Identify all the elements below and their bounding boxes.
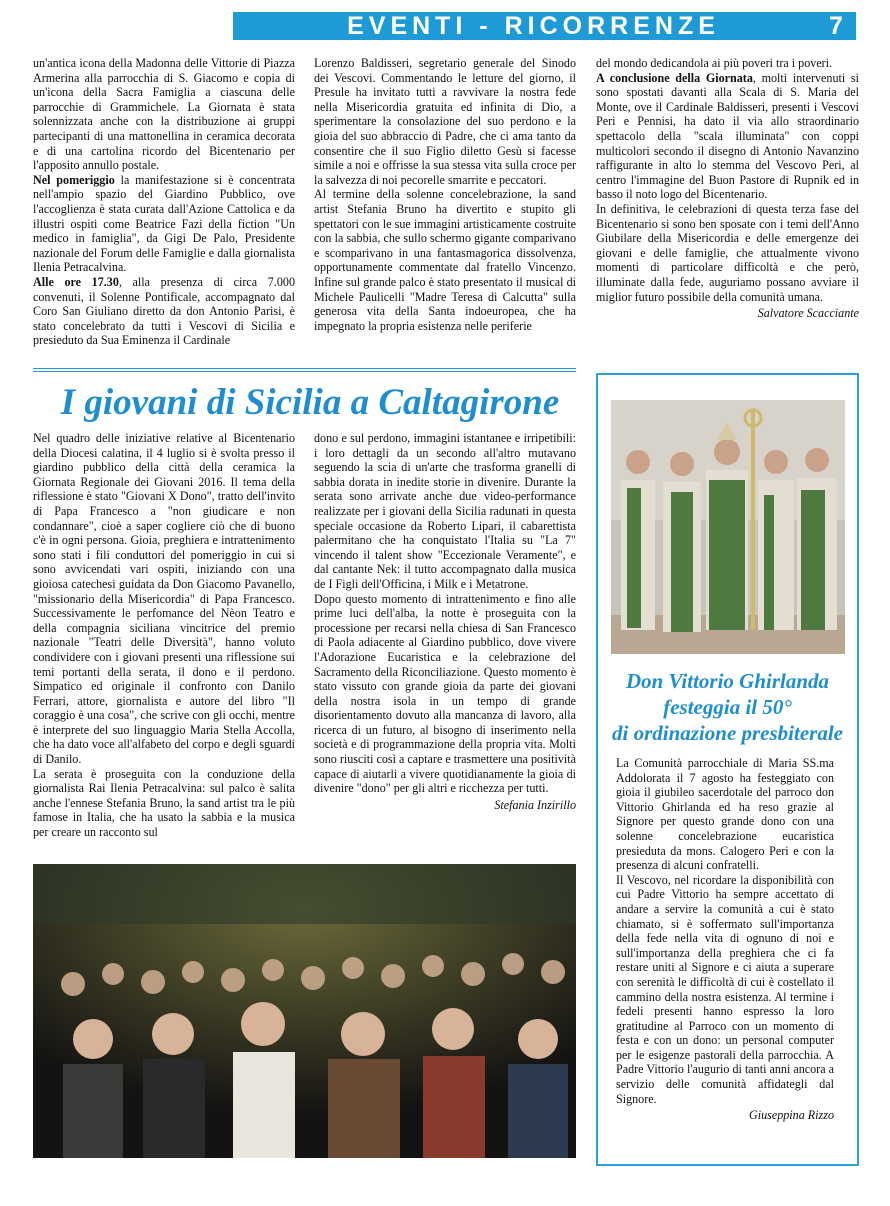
priests-photo [611,400,845,654]
author-signature: Salvatore Scacciante [757,306,859,321]
sidebar-article-text [616,756,834,1156]
lead-in: A conclusione della Giornata [596,70,753,85]
paragraph-text: , alla presenza di circa 7.000 convenuti, il Solenne Pontificale, accompagnato dal Coro San Giuliano diretto da don Antonio Parisi, è stato concelebrato da tutti i Vescovi di Sicilia e presieduto da Sua Eminenza il Cardinale [33,274,295,348]
lead-in: Alle ore 17.30 [33,274,119,289]
paragraph: Dopo questo momento di intrattenimento e fino alle prime luci dell'alba, la notte è proseguita con la processione per recarsi nella chiesa di San Francesco di Paola adiacente al Giardino pubblico, dove vivere l'Adorazione Eucaristica e la celebrazione del Sacramento della Riconciliazione. Questo momento è stato vissuto con grande gioia da parte dei giovani della nostra isola in un tempo di grande disorientamento dovuto alla mancanza di lavoro, alla ricerca di un futuro, al bisogno di inserimento nella società e di programmazione della propria vita. Molti sono riusciti così a captare e trasmettere una positività capace di aiutarli a vivere quotidianamente la gioia di divenire "dono" per gli altri e ricchezza per tutti. [314,591,576,796]
paragraph: del mondo dedicandola ai più poveri tra i poveri. [596,56,833,70]
author-signature: Giuseppina Rizzo [749,1108,834,1123]
paragraph: dono e sul perdono, immagini istantanee e irripetibili: i loro dettagli da un secondo all'altro mutavano seguendo la scia di un'arte che trasforma granelli di sabbia dorata in inedite storie in divenire. Durante la serata sono arrivate anche due video-performance realizzate per i giovani della Sicilia radunati in questa speciale occasione da Roberto Lipari, il cabarettista palermitano che ha conquistato l'Italia su "La 7" vincendo il talent show "Eccezionale Veramente", e dal cantante Nek: il tutto accompagnato dalla musica de I Figli dell'Officina, i Milk e i Metatrone. [314,431,576,591]
paragraph: Il Vescovo, nel ricordare la disponibilità con cui Padre Vittorio ha sempre accettato di andare a servire la comunità a cui è stato chiamato, si è soffermato sull'importanza della fede nella vita di ognuno di noi e sull'importanza della preghiera che ci fa restare uniti al Signore e ci aiuta a superare con serenità le difficoltà di cui è costellato il cammino della nostra esistenza. Al termine i fedeli presenti hanno espresso la loro gratitudine al Parroco con un momento di festa e con un dono: un personal computer per le esigenze pastorali della parrocchia. A Padre Vittorio l'augurio di tanti anni ancora a servizio delle comunità affidategli dal Signore. [616,872,834,1106]
paragraph: In definitiva, le celebrazioni di questa terza fase del Bicentenario si sono ben sposate con i temi dell'Anno Giubilare della Misericordia e delle emergenze dei giovani e delle famiglie, che attualmente vivono momenti di particolare difficoltà e che però, illuminate dalla fede, auguriamo possano avviare il miglior futuro possibile della comunità umana. [596,201,859,304]
page-number: 7 [829,11,843,40]
section-title: EVENTI - RICORRENZE [347,11,720,40]
sidebar-headline [604,668,851,746]
top-article-column-3 [596,56,859,356]
paragraph: Nel quadro delle iniziative relative al Bicentenario della Diocesi calatina, il 4 luglio si è svolta presso il giardino pubblico della città della ceramica la Giornata Regionale dei Giovani 2016. Il tema della riflessione è stato "Giovani X Dono", tratto dell'invito di Papa Francesco a "non giudicare e non condannare", cioè a saper cogliere ciò che di buono c'è in ogni persona. Gioia, preghiera e intrattenimento sono stati i fili conduttori del pomeriggio in cui si sono avvicendati vari ospiti, iniziando con una gioiosa catechesi guidata da Don Giacomo Pavanello, "missionario della Misericordia" di Papa Francesco. Successivamente le perfomance del Nèon Teatro e della compagnia siciliana vincitrice del premio nazionale "Teatri delle Diversità", hanno voluto condividere con i giovani presenti una riflessione sui temi portanti della serata, il dono e il perdono. Simpatico ed originale il confronto con Danilo Ferrari, attore, giornalista e autore del libro "Il coraggio è una cosa", che scrive con gli occhi, mentre è interprete del suo linguaggio Maria Stella Accolla, che ha dato voce all'alfabeto del corpo e degli sguardi di Danilo. [33,431,295,767]
priests-photo-illustration [611,400,845,654]
sidebar-headline-line: Don Vittorio Ghirlanda [625,669,830,693]
author-signature: Stefania Inzirillo [494,797,576,812]
section-header [233,12,856,40]
paragraph: La serata è proseguita con la conduzione della giornalista Rai Ilenia Petracalvina: sul palco è salita anche l'ennese Stefania Bruno, la sand artist tra le più famose in Italia, che ha usato la sabbia e la musica per creare un racconto sul [33,766,295,840]
sidebar-headline-line: di ordinazione presbiterale [611,721,843,745]
paragraph: un'antica icona della Madonna delle Vittorie di Piazza Armerina alla parrocchia di S. Giacomo e copia di un'icona della Sacra Famiglia a ciascuna delle parrocchie di Grammichele. La Giornata è stata solennizzata anche con la distribuzione ai gruppi partecipanti di una mattonellina in ceramica decorata e di una cartolina ricordo del Bicentenario per l'apposito annullo postale. [33,56,295,173]
main-article-column-2 [314,431,576,859]
paragraph [596,71,859,202]
paragraph-text: la manifestazione si è concentrata nell'ampio spazio del Giardino Pubblico, ove l'accoglienza è stata curata dall'Azione Cattolica e da illustri ospiti come Beatrice Fazi della fiction "Un medico in famiglia", da Gigi De Palo, Presidente nazionale del Forum delle Famiglie e dalla giornalista Ilenia Petracalvina. [33,172,295,275]
main-headline: I giovani di Sicilia a Caltagirone [60,382,560,423]
top-article-column-2 [314,56,576,364]
paragraph: La Comunità parrocchiale di Maria SS.ma Addolorata il 7 agosto ha festeggiato con gioia il giubileo sacerdotale del parroco don Vittorio Ghirlanda ed ha reso grazie al Signore per questo grande dono con una solenne concelebrazione eucaristica presieduta da mons. Calogero Peri e con la presenza di alcuni confratelli. [616,756,834,873]
paragraph-text: , molti intervenuti si sono spostati davanti alla Scala di S. Maria del Monte, ove il Cardinale Baldisseri, presenti i Vescovi Peri e Pennisi, ha dato il via allo straordinario spettacolo della "scala illuminata" con coppi multicolori secondo il disegno di Antonio Navanzino raffigurante in alto lo stemma del Vescovo Peri, al centro l'immagine del Buon Pastore di Rupnik ed in basso il noto logo del Bicentenario. [596,70,859,202]
divider [33,371,576,372]
paragraph: Al termine della solenne concelebrazione, la sand artist Stefania Bruno ha divertito e stupito gli spettatori con le sue immagini artisticamente costruite con la sabbia, che sullo schermo gigante comparivano e scomparivano in una fantasmagorica dissolvenza, opportunamente commentate dal fratello Vincenzo. Infine sul grande palco è stato presentato il musical di Michele Paulicelli "Madre Teresa di Calcutta" sulla generosa vita della Santa indoeuropea, che ha impegnato la propria esistenza nelle periferie [314,187,576,333]
paragraph [33,173,295,275]
top-article-column-1 [33,56,295,364]
sidebar-headline-line: festeggia il 50° [663,695,792,719]
paragraph: Lorenzo Baldisseri, segretario generale del Sinodo dei Vescovi. Commentando le letture del giorno, il Presule ha invitato tutti a ravvivare la nostra fede nella Misericordia gratuita ed infinita di Dio, a sperimentare la consolazione del suo perdono e la gioia del suo abbraccio di Padre, che ci ama tanto da consentire che il suo Figlio diletto Gesù si facesse simile a noi e offrisse la sua stessa vita sulla croce per la salvezza di noi pecorelle smarrite e peccatori. [314,56,576,187]
paragraph [33,275,295,348]
crowd-photo [33,864,576,1158]
crowd-photo-illustration [33,864,576,1158]
lead-in: Nel pomeriggio [33,172,115,187]
divider [33,368,576,369]
main-article-column-1 [33,431,295,859]
